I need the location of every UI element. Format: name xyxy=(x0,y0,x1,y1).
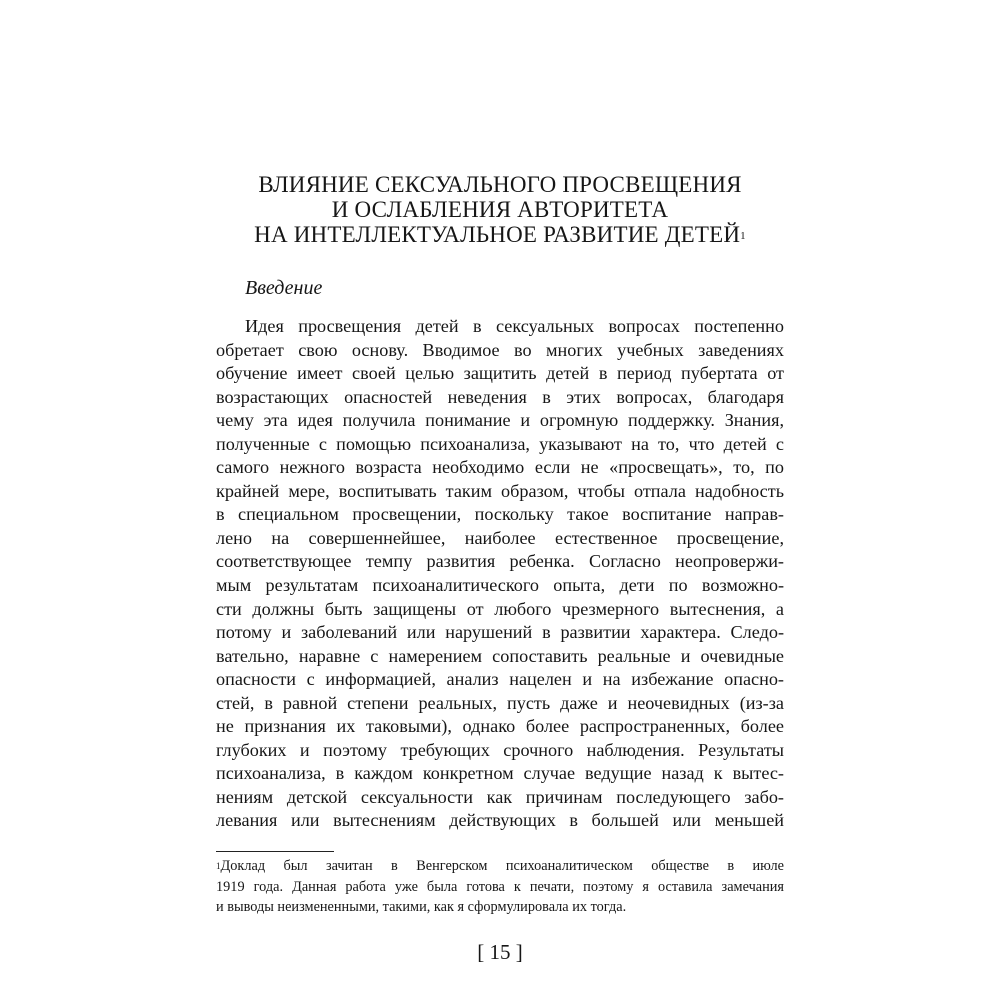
body-line: соответствующее темпу развития ребенка. Согласно неопровержи- xyxy=(216,551,784,572)
section-heading: Введение xyxy=(245,277,323,299)
body-line: Идея просвещения детей в сексуальных вопросах постепенно xyxy=(245,316,784,336)
footnote-number: 1 xyxy=(216,861,221,871)
body-line: лено на совершеннейшее, наиболее естественное просвещение, xyxy=(216,527,784,548)
footnote-line: 1919 года. Данная работа уже была готова к печати, поэтому я оставила замечания xyxy=(216,878,784,895)
body-line: психоанализа, в каждом конкретном случае ведущие назад к вытес- xyxy=(216,763,784,784)
body-line: опасности с информацией, анализ нацелен и на избежание опасно- xyxy=(216,669,784,690)
footnote-marker: 1 xyxy=(740,230,746,242)
body-line: сти должны быть защищены от любого чрезмерного вытеснения, а xyxy=(216,598,784,619)
chapter-title xyxy=(200,172,800,247)
footnote-line xyxy=(216,856,784,877)
body-line: обучение имеет своей целью защитить детей в период пубертата от xyxy=(216,363,784,384)
body-line: стей, в равной степени реальных, пусть даже и неочевидных (из-за xyxy=(216,692,784,713)
footnote xyxy=(216,856,784,918)
body-line: самого нежного возраста необходимо если не «просвещать», то, по xyxy=(216,457,784,478)
footnote-line: и выводы неизмененными, такими, как я сформулировала их тогда. xyxy=(216,899,627,915)
title-line: ВЛИЯНИЕ СЕКСУАЛЬНОГО ПРОСВЕЩЕНИЯ xyxy=(258,172,742,197)
page-number: [ 15 ] xyxy=(477,940,523,964)
body-line: вательно, наравне с намерением сопоставить реальные и очевидные xyxy=(216,645,784,666)
title-line: НА ИНТЕЛЛЕКТУАЛЬНОЕ РАЗВИТИЕ ДЕТЕЙ$^1$ xyxy=(254,222,746,247)
title-line: И ОСЛАБЛЕНИЯ АВТОРИТЕТА xyxy=(331,197,669,222)
body-line: крайней мере, воспитывать таким образом, чтобы отпала надобность xyxy=(216,480,784,501)
body-line: обретает свою основу. Вводимое во многих учебных заведениях xyxy=(216,339,784,360)
body-text xyxy=(216,315,784,833)
body-line: нениям детской сексуальности как причинам последующего забо- xyxy=(216,786,784,807)
body-line: мым результатам психоаналитического опыта, дети по возможно- xyxy=(216,575,784,596)
body-line: не признания их таковыми), однако более распространенных, более xyxy=(216,716,784,737)
body-line: потому и заболеваний или нарушений в развитии характера. Следо- xyxy=(216,622,784,643)
footnote-divider xyxy=(216,851,334,852)
body-line: глубоких и поэтому требующих срочного наблюдения. Результаты xyxy=(216,739,784,760)
body-line: в специальном просвещении, поскольку такое воспитание направ- xyxy=(216,504,784,525)
body-line: полученные с помощью психоанализа, указывают на то, что детей с xyxy=(216,433,784,454)
footnote-text: Доклад был зачитан в Венгерском психоаналитическом обществе в июле xyxy=(220,858,784,874)
body-line: возрастающих опасностей неведения в этих вопросах, благодаря xyxy=(216,386,784,407)
body-line: левания или вытеснениям действующих в большей или меньшей xyxy=(216,810,784,831)
body-line: чему эта идея получила понимание и огромную поддержку. Знания, xyxy=(216,410,784,431)
